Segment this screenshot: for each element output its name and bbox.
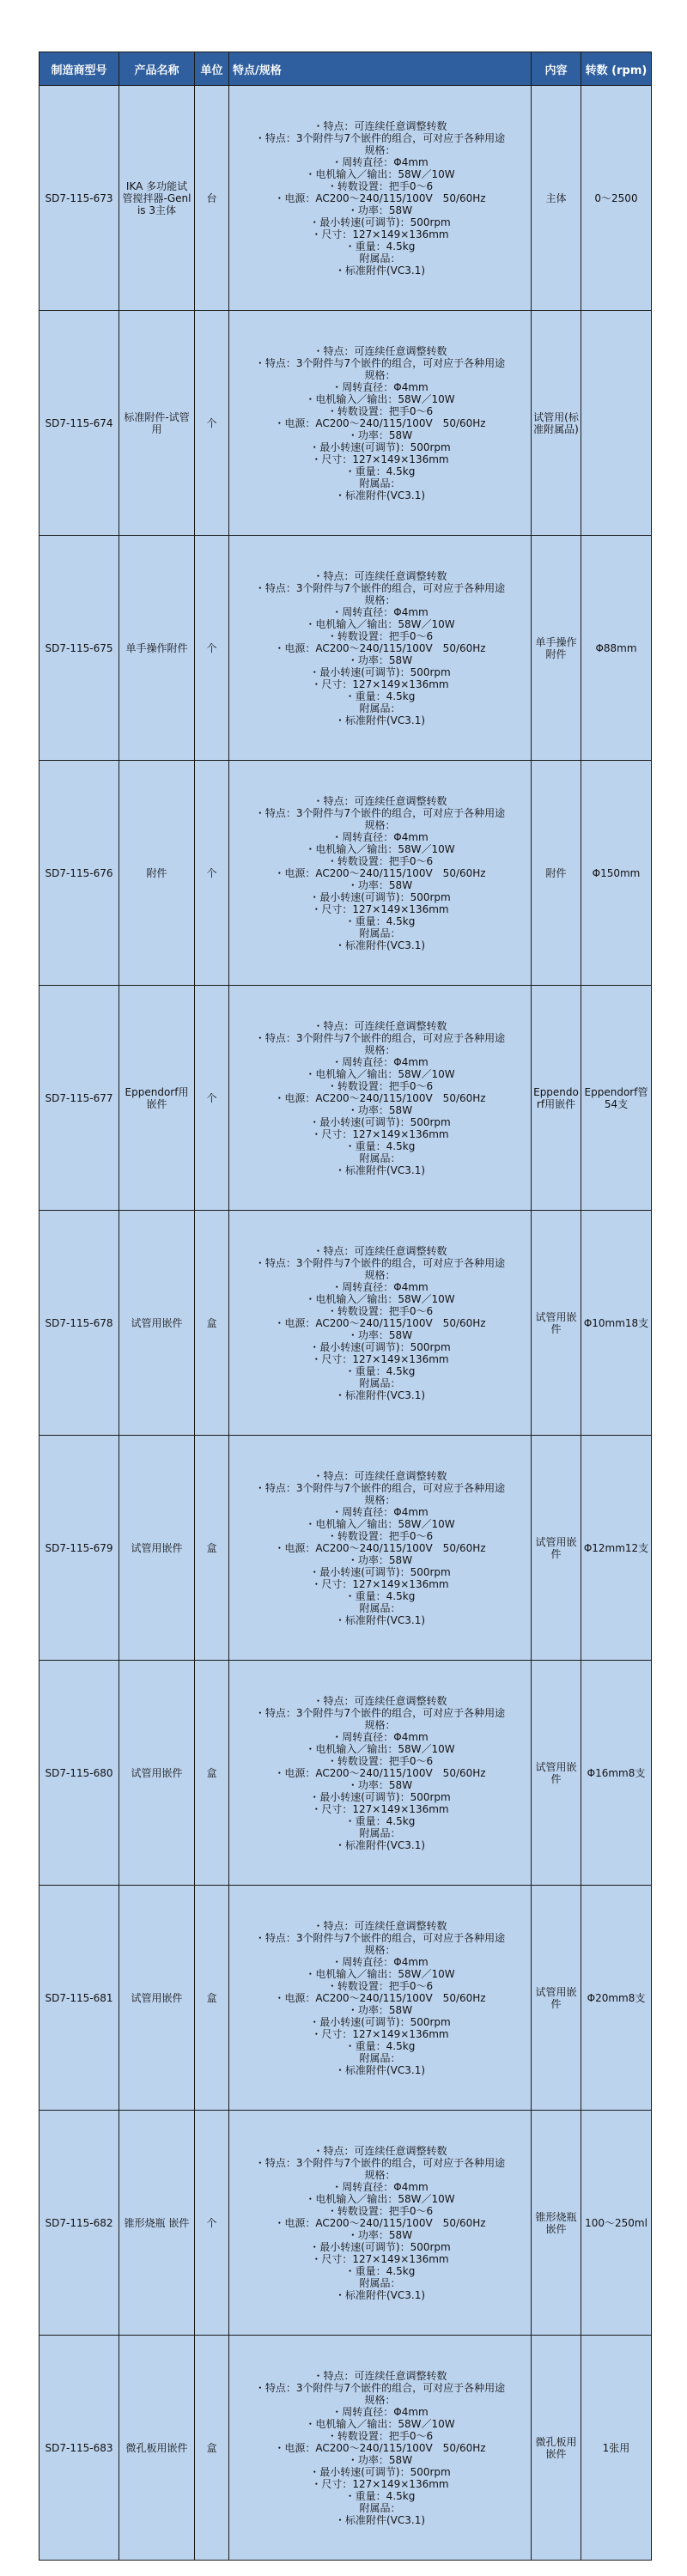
feature-line: ・电机输入／输出：58W／10W — [305, 842, 455, 855]
feature-line: ・转数设置：把手0～6 — [326, 1079, 434, 1092]
feature-line: ・重量：4.5kg — [344, 240, 416, 252]
cell-unit: 盒 — [195, 1211, 229, 1436]
feature-line: ・转数设置：把手0～6 — [326, 2429, 434, 2442]
feature-line: 规格： — [364, 593, 396, 606]
feature-line: ・电机输入／输出：58W／10W — [305, 2417, 455, 2430]
feature-line: ・转数设置：把手0～6 — [326, 1304, 434, 1317]
feature-line: ・电机输入／输出：58W／10W — [305, 1517, 455, 1530]
feature-line: 附属品： — [359, 252, 401, 264]
feature-line: ・最小转速(可调节)：500rpm — [309, 1340, 451, 1353]
feature-line: 附属品： — [359, 2276, 401, 2289]
cell-unit: 个 — [195, 986, 229, 1211]
feature-line: ・重量：4.5kg — [344, 1139, 416, 1152]
cell-model: SD7-115-677 — [40, 986, 119, 1211]
feature-line: ・特点：可连续任意调整转数 — [313, 1919, 447, 1932]
feature-line: 附属品： — [359, 1826, 401, 1839]
feature-line: 附属品： — [359, 2051, 401, 2064]
cell-content: 微孔板用嵌件 — [532, 2336, 581, 2561]
cell-content: 锥形烧瓶嵌件 — [532, 2111, 581, 2336]
header-model: 制造商型号 — [40, 52, 119, 86]
feature-line: ・电源：AC200～240/115/100V 50/60Hz — [274, 1316, 486, 1329]
feature-line: ・电源：AC200～240/115/100V 50/60Hz — [274, 416, 486, 429]
feature-line: 规格： — [364, 1943, 396, 1956]
feature-list — [233, 1695, 527, 1851]
feature-line: ・周转直径：Φ4mm — [331, 1280, 429, 1293]
cell-features — [229, 1661, 532, 1886]
cell-speed: Φ12mm12支 — [581, 1436, 652, 1661]
feature-line: ・特点：可连续任意调整转数 — [313, 2144, 447, 2157]
cell-content: 试管用嵌件 — [532, 1211, 581, 1436]
feature-line: ・标准附件(VC3.1) — [334, 2288, 426, 2301]
feature-line: ・转数设置：把手0～6 — [326, 179, 434, 192]
cell-model: SD7-115-675 — [40, 536, 119, 761]
feature-list — [233, 1020, 527, 1176]
feature-line: ・标准附件(VC3.1) — [334, 489, 426, 501]
feature-line: ・电机输入／输出：58W／10W — [305, 167, 455, 180]
feature-list — [233, 120, 527, 276]
cell-features — [229, 311, 532, 536]
cell-model: SD7-115-682 — [40, 2111, 119, 2336]
cell-content: Eppendorf用嵌件 — [532, 986, 581, 1211]
feature-line: ・特点：3个附件与7个嵌件的组合，可对应于各种用途 — [254, 581, 506, 594]
cell-features — [229, 536, 532, 761]
table-row — [40, 986, 652, 1211]
feature-line: 规格： — [364, 1043, 396, 1056]
cell-features — [229, 2111, 532, 2336]
cell-speed: Φ10mm18支 — [581, 1211, 652, 1436]
cell-content: 试管用嵌件 — [532, 1661, 581, 1886]
feature-line: ・标准附件(VC3.1) — [334, 939, 426, 951]
header-name: 产品名称 — [119, 52, 195, 86]
feature-line: ・转数设置：把手0～6 — [326, 629, 434, 642]
feature-line: ・功率：58W — [347, 1553, 413, 1566]
header-speed: 转数 (rpm) — [581, 52, 652, 86]
feature-list — [233, 1920, 527, 2076]
feature-line: ・功率：58W — [347, 2453, 413, 2466]
feature-line: ・周转直径：Φ4mm — [331, 1730, 429, 1743]
feature-line: ・特点：3个附件与7个嵌件的组合，可对应于各种用途 — [254, 1481, 506, 1494]
cell-name: 试管用嵌件 — [119, 1436, 195, 1661]
cell-speed — [581, 311, 652, 536]
feature-line: ・特点：3个附件与7个嵌件的组合，可对应于各种用途 — [254, 1931, 506, 1944]
feature-line: ・电源：AC200～240/115/100V 50/60Hz — [274, 866, 486, 879]
feature-line: ・重量：4.5kg — [344, 2489, 416, 2502]
cell-features — [229, 761, 532, 986]
feature-line: ・尺寸：127×149×136mm — [311, 2027, 449, 2040]
feature-line: ・尺寸：127×149×136mm — [311, 453, 449, 465]
feature-line: ・功率：58W — [347, 2228, 413, 2241]
cell-name: 锥形烧瓶 嵌件 — [119, 2111, 195, 2336]
feature-line: ・特点：3个附件与7个嵌件的组合，可对应于各种用途 — [254, 131, 506, 144]
feature-line: ・标准附件(VC3.1) — [334, 714, 426, 726]
cell-model: SD7-115-678 — [40, 1211, 119, 1436]
feature-line: ・最小转速(可调节)：500rpm — [309, 2015, 451, 2028]
feature-line: ・标准附件(VC3.1) — [334, 1613, 426, 1626]
feature-line: ・标准附件(VC3.1) — [334, 2063, 426, 2076]
feature-line: ・最小转速(可调节)：500rpm — [309, 2465, 451, 2478]
product-table — [39, 52, 652, 2561]
table-header-row — [40, 52, 652, 86]
feature-line: ・功率：58W — [347, 204, 413, 216]
feature-line: ・尺寸：127×149×136mm — [311, 2252, 449, 2265]
product-table-container — [39, 52, 651, 2561]
table-row — [40, 1211, 652, 1436]
feature-list — [233, 1470, 527, 1626]
cell-content: 单手操作附件 — [532, 536, 581, 761]
feature-line: ・特点：可连续任意调整转数 — [313, 569, 447, 582]
table-row — [40, 2111, 652, 2336]
feature-line: ・特点：3个附件与7个嵌件的组合，可对应于各种用途 — [254, 356, 506, 369]
cell-speed: 1张用 — [581, 2336, 652, 2561]
cell-unit: 盒 — [195, 1436, 229, 1661]
cell-speed: Φ150mm — [581, 761, 652, 986]
feature-line: ・最小转速(可调节)：500rpm — [309, 1115, 451, 1128]
feature-line: ・电机输入／输出：58W／10W — [305, 1742, 455, 1755]
table-row — [40, 1661, 652, 1886]
cell-model: SD7-115-681 — [40, 1886, 119, 2111]
feature-line: ・特点：可连续任意调整转数 — [313, 344, 447, 357]
cell-name: 标准附件-试管用 — [119, 311, 195, 536]
feature-line: ・重量：4.5kg — [344, 1814, 416, 1827]
cell-name: Eppendorf用嵌件 — [119, 986, 195, 1211]
cell-features — [229, 986, 532, 1211]
cell-name: 试管用嵌件 — [119, 1211, 195, 1436]
feature-line: ・最小转速(可调节)：500rpm — [309, 665, 451, 678]
table-row — [40, 1886, 652, 2111]
cell-features — [229, 1211, 532, 1436]
feature-line: 规格： — [364, 368, 396, 381]
feature-line: ・尺寸：127×149×136mm — [311, 902, 449, 915]
cell-speed: Φ16mm8支 — [581, 1661, 652, 1886]
table-row — [40, 86, 652, 311]
cell-features — [229, 1436, 532, 1661]
header-content: 内容 — [532, 52, 581, 86]
feature-line: ・重量：4.5kg — [344, 1589, 416, 1602]
feature-list — [233, 345, 527, 501]
feature-line: ・尺寸：127×149×136mm — [311, 677, 449, 690]
feature-list — [233, 2370, 527, 2526]
feature-line: ・特点：3个附件与7个嵌件的组合，可对应于各种用途 — [254, 806, 506, 819]
feature-line: 规格： — [364, 2393, 396, 2406]
feature-list — [233, 570, 527, 726]
feature-line: ・周转直径：Φ4mm — [331, 2180, 429, 2193]
feature-list — [233, 1245, 527, 1401]
feature-line: ・转数设置：把手0～6 — [326, 404, 434, 417]
feature-line: ・功率：58W — [347, 2003, 413, 2016]
cell-name: IKA 多功能试管搅拌器-Genlis 3主体 — [119, 86, 195, 311]
feature-line: ・特点：可连续任意调整转数 — [313, 794, 447, 807]
feature-line: ・尺寸：127×149×136mm — [311, 228, 449, 240]
cell-name: 单手操作附件 — [119, 536, 195, 761]
feature-line: ・功率：58W — [347, 653, 413, 666]
feature-line: ・特点：可连续任意调整转数 — [313, 119, 447, 132]
cell-model: SD7-115-679 — [40, 1436, 119, 1661]
feature-line: ・标准附件(VC3.1) — [334, 264, 426, 276]
feature-line: ・标准附件(VC3.1) — [334, 1838, 426, 1851]
feature-line: ・重量：4.5kg — [344, 2039, 416, 2052]
cell-model: SD7-115-680 — [40, 1661, 119, 1886]
feature-line: ・电机输入／输出：58W／10W — [305, 1292, 455, 1305]
feature-line: ・周转直径：Φ4mm — [331, 605, 429, 618]
cell-features — [229, 2336, 532, 2561]
cell-name: 微孔板用嵌件 — [119, 2336, 195, 2561]
cell-unit: 个 — [195, 761, 229, 986]
feature-line: ・转数设置：把手0～6 — [326, 1754, 434, 1767]
feature-line: ・特点：3个附件与7个嵌件的组合，可对应于各种用途 — [254, 1031, 506, 1044]
cell-unit: 盒 — [195, 1661, 229, 1886]
cell-content: 试管用嵌件 — [532, 1436, 581, 1661]
feature-line: ・特点：可连续任意调整转数 — [313, 1469, 447, 1482]
feature-line: 规格： — [364, 143, 396, 156]
feature-line: ・特点：3个附件与7个嵌件的组合，可对应于各种用途 — [254, 2381, 506, 2394]
feature-line: ・周转直径：Φ4mm — [331, 155, 429, 168]
cell-unit: 个 — [195, 2111, 229, 2336]
cell-unit: 盒 — [195, 1886, 229, 2111]
cell-unit: 个 — [195, 311, 229, 536]
feature-line: 规格： — [364, 1718, 396, 1731]
cell-features — [229, 1886, 532, 2111]
feature-line: 附属品： — [359, 1601, 401, 1614]
feature-line: ・最小转速(可调节)：500rpm — [309, 1790, 451, 1803]
feature-line: 附属品： — [359, 1376, 401, 1389]
feature-line: ・电源：AC200～240/115/100V 50/60Hz — [274, 2216, 486, 2229]
feature-line: ・尺寸：127×149×136mm — [311, 1802, 449, 1815]
feature-line: ・尺寸：127×149×136mm — [311, 1577, 449, 1590]
feature-line: ・周转直径：Φ4mm — [331, 2405, 429, 2418]
feature-line: ・转数设置：把手0～6 — [326, 1529, 434, 1542]
cell-features — [229, 86, 532, 311]
feature-line: 附属品： — [359, 477, 401, 489]
feature-line: ・重量：4.5kg — [344, 2264, 416, 2277]
feature-line: ・周转直径：Φ4mm — [331, 1055, 429, 1068]
feature-line: ・尺寸：127×149×136mm — [311, 2477, 449, 2490]
feature-line: 规格： — [364, 1493, 396, 1506]
cell-speed: 0～2500 — [581, 86, 652, 311]
feature-line: ・电源：AC200～240/115/100V 50/60Hz — [274, 1766, 486, 1779]
feature-line: 规格： — [364, 818, 396, 831]
feature-line: 附属品： — [359, 702, 401, 714]
feature-line: ・重量：4.5kg — [344, 465, 416, 477]
cell-unit: 个 — [195, 536, 229, 761]
cell-content: 主体 — [532, 86, 581, 311]
feature-line: ・电机输入／输出：58W／10W — [305, 1967, 455, 1980]
feature-line: ・转数设置：把手0～6 — [326, 1979, 434, 1992]
feature-line: ・电机输入／输出：58W／10W — [305, 2192, 455, 2205]
cell-speed: Φ20mm8支 — [581, 1886, 652, 2111]
table-row — [40, 2336, 652, 2561]
cell-name: 试管用嵌件 — [119, 1661, 195, 1886]
feature-line: ・标准附件(VC3.1) — [334, 1163, 426, 1176]
feature-line: ・功率：58W — [347, 878, 413, 891]
cell-model: SD7-115-683 — [40, 2336, 119, 2561]
cell-content: 试管用(标准附属品) — [532, 311, 581, 536]
cell-name: 试管用嵌件 — [119, 1886, 195, 2111]
cell-speed: Eppendorf管54支 — [581, 986, 652, 1211]
cell-unit: 盒 — [195, 2336, 229, 2561]
feature-line: ・转数设置：把手0～6 — [326, 854, 434, 867]
feature-line: ・特点：可连续任意调整转数 — [313, 1244, 447, 1257]
feature-line: ・转数设置：把手0～6 — [326, 2204, 434, 2217]
table-row — [40, 761, 652, 986]
table-row — [40, 311, 652, 536]
header-features: 特点/规格 — [229, 52, 532, 86]
cell-content: 附件 — [532, 761, 581, 986]
feature-line: ・周转直径：Φ4mm — [331, 1955, 429, 1968]
feature-line: ・最小转速(可调节)：500rpm — [309, 216, 451, 228]
feature-line: ・最小转速(可调节)：500rpm — [309, 890, 451, 903]
feature-line: ・电源：AC200～240/115/100V 50/60Hz — [274, 1091, 486, 1104]
feature-line: ・最小转速(可调节)：500rpm — [309, 1565, 451, 1578]
table-row — [40, 1436, 652, 1661]
table-row — [40, 536, 652, 761]
feature-line: ・特点：3个附件与7个嵌件的组合，可对应于各种用途 — [254, 1706, 506, 1719]
cell-unit: 台 — [195, 86, 229, 311]
feature-list — [233, 2145, 527, 2301]
feature-line: ・重量：4.5kg — [344, 690, 416, 702]
feature-line: ・尺寸：127×149×136mm — [311, 1127, 449, 1140]
feature-line: ・功率：58W — [347, 1103, 413, 1116]
header-unit: 单位 — [195, 52, 229, 86]
cell-speed: 100～250ml — [581, 2111, 652, 2336]
feature-line: ・标准附件(VC3.1) — [334, 2513, 426, 2526]
feature-line: ・标准附件(VC3.1) — [334, 1388, 426, 1401]
feature-line: ・电源：AC200～240/115/100V 50/60Hz — [274, 641, 486, 654]
cell-model: SD7-115-676 — [40, 761, 119, 986]
feature-line: ・最小转速(可调节)：500rpm — [309, 440, 451, 453]
feature-line: ・电机输入／输出：58W／10W — [305, 392, 455, 405]
feature-line: ・尺寸：127×149×136mm — [311, 1352, 449, 1365]
feature-line: ・电源：AC200～240/115/100V 50/60Hz — [274, 191, 486, 204]
table-body — [40, 86, 652, 2561]
cell-model: SD7-115-674 — [40, 311, 119, 536]
feature-line: ・周转直径：Φ4mm — [331, 1505, 429, 1518]
cell-model: SD7-115-673 — [40, 86, 119, 311]
feature-list — [233, 795, 527, 951]
feature-line: ・电源：AC200～240/115/100V 50/60Hz — [274, 2441, 486, 2454]
feature-line: ・特点：3个附件与7个嵌件的组合，可对应于各种用途 — [254, 2156, 506, 2169]
feature-line: 附属品： — [359, 927, 401, 939]
feature-line: ・电机输入／输出：58W／10W — [305, 617, 455, 630]
cell-speed: Φ88mm — [581, 536, 652, 761]
feature-line: ・特点：可连续任意调整转数 — [313, 1019, 447, 1032]
feature-line: ・电源：AC200～240/115/100V 50/60Hz — [274, 1991, 486, 2004]
feature-line: ・重量：4.5kg — [344, 1364, 416, 1377]
feature-line: ・特点：可连续任意调整转数 — [313, 2369, 447, 2382]
feature-line: ・重量：4.5kg — [344, 914, 416, 927]
feature-line: ・功率：58W — [347, 1328, 413, 1341]
feature-line: 附属品： — [359, 2501, 401, 2514]
feature-line: ・电机输入／输出：58W／10W — [305, 1067, 455, 1080]
feature-line: ・最小转速(可调节)：500rpm — [309, 2240, 451, 2253]
feature-line: ・周转直径：Φ4mm — [331, 830, 429, 843]
feature-line: 规格： — [364, 1268, 396, 1281]
feature-line: ・周转直径：Φ4mm — [331, 380, 429, 393]
cell-name: 附件 — [119, 761, 195, 986]
feature-line: ・特点：3个附件与7个嵌件的组合，可对应于各种用途 — [254, 1256, 506, 1269]
feature-line: ・功率：58W — [347, 428, 413, 441]
feature-line: ・特点：可连续任意调整转数 — [313, 1694, 447, 1707]
cell-content: 试管用嵌件 — [532, 1886, 581, 2111]
feature-line: 附属品： — [359, 1151, 401, 1164]
feature-line: 规格： — [364, 2168, 396, 2181]
feature-line: ・功率：58W — [347, 1778, 413, 1791]
feature-line: ・电源：AC200～240/115/100V 50/60Hz — [274, 1541, 486, 1554]
